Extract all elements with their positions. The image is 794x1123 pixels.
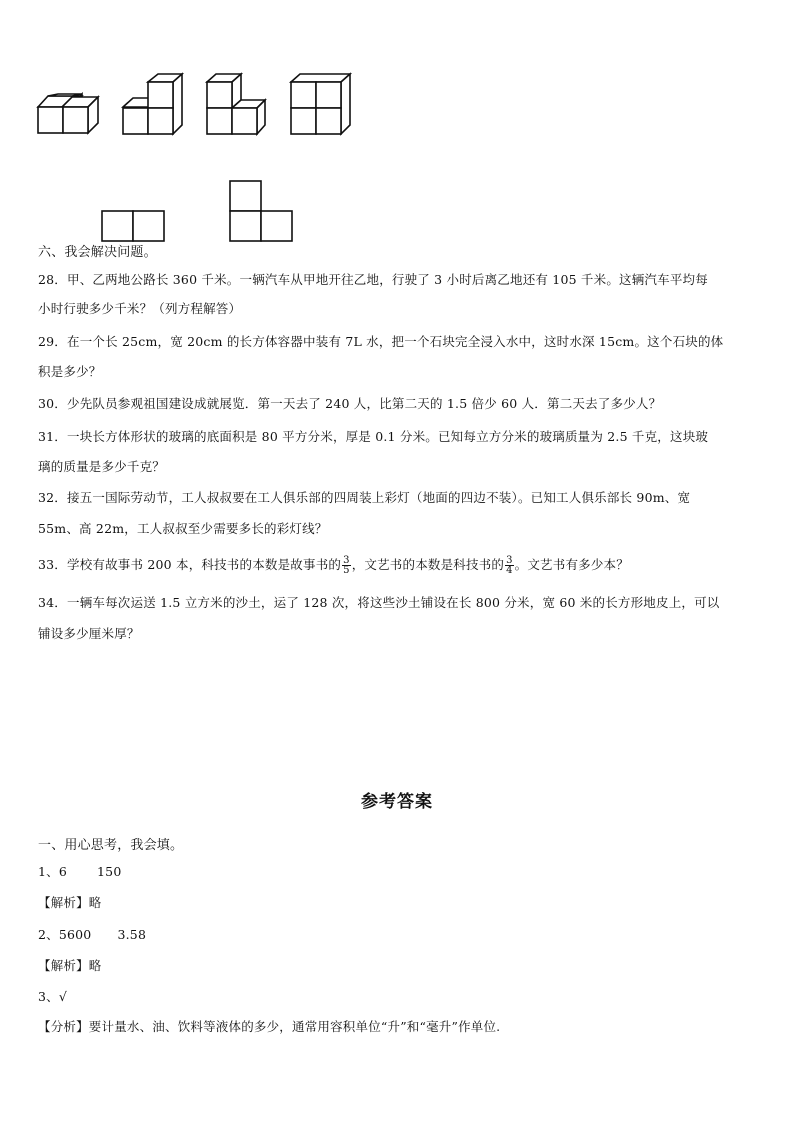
question-29-line-1: 29．在一个长 25cm，宽 20cm 的长方体容器中装有 7L 水，把一个石块完全浸入水中，这时水深 15cm。这个石块的体 bbox=[38, 334, 724, 349]
answers-section-1-heading: 一、用心思考，我会填。 bbox=[38, 838, 184, 853]
question-33-part-2: ，文艺书的本数是科技书的 bbox=[351, 557, 505, 572]
fraction-three-fourths bbox=[505, 556, 514, 575]
solid-a bbox=[38, 94, 98, 133]
fraction-numerator: 3 bbox=[506, 555, 513, 566]
question-28-line-1: 28．甲、乙两地公路长 360 千米。一辆汽车从甲地开往乙地，行驶了 3 小时后离乙地还有 105 千米。这辆汽车平均每 bbox=[38, 272, 708, 287]
solid-d bbox=[291, 74, 350, 134]
question-31-line-2: 璃的质量是多少千克？ bbox=[38, 459, 166, 474]
question-29-line-2: 积是多少？ bbox=[38, 364, 102, 379]
view-l-shape bbox=[230, 181, 292, 241]
answer-3-note: 【分析】要计量水、油、饮料等液体的多少，通常用容积单位“升”和“毫升”作单位. bbox=[38, 1019, 501, 1034]
question-32-line-2: 55m、高 22m，工人叔叔至少需要多长的彩灯线？ bbox=[38, 521, 328, 536]
answer-1 bbox=[38, 864, 121, 880]
answer-2 bbox=[38, 927, 146, 943]
question-30-line-1: 30．少先队员参观祖国建设成就展览．第一天去了 240 人，比第二天的 1.5 倍少 60 人．第二天去了多少人？ bbox=[38, 396, 662, 411]
answer-2-note: 【解析】略 bbox=[38, 958, 102, 973]
answers-title: 参考答案 bbox=[361, 792, 433, 812]
solid-b bbox=[123, 74, 182, 134]
question-28-line-2: 小时行驶多少千米？（列方程解答） bbox=[38, 301, 242, 316]
solid-c bbox=[207, 74, 265, 134]
fraction-denominator: 5 bbox=[343, 565, 350, 576]
question-33-part-3: 。文艺书有多少本？ bbox=[514, 557, 629, 572]
fraction-denominator: 4 bbox=[506, 565, 513, 576]
question-34-line-1: 34．一辆车每次运送 1.5 立方米的沙土，运了 128 次，将这些沙土铺设在长 800 分米，宽 60 米的长方形地皮上，可以 bbox=[38, 595, 720, 610]
question-33 bbox=[38, 553, 629, 577]
view-two-squares bbox=[102, 211, 164, 241]
question-32-line-1: 32．接五一国际劳动节，工人叔叔要在工人俱乐部的四周装上彩灯（地面的四边不装）。已知工人俱乐部长 90m、宽 bbox=[38, 490, 691, 505]
question-34-line-2: 铺设多少厘米厚？ bbox=[38, 626, 140, 641]
fraction-three-fifths bbox=[342, 556, 351, 575]
answer-1-note: 【解析】略 bbox=[38, 895, 102, 910]
fraction-numerator: 3 bbox=[343, 555, 350, 566]
answer-1-label: 1、6 bbox=[38, 864, 68, 879]
answer-2-label: 2、5600 bbox=[38, 927, 92, 942]
question-33-part-1: 33．学校有故事书 200 本，科技书的本数是故事书的 bbox=[38, 557, 342, 572]
question-31-line-1: 31．一块长方体形状的玻璃的底面积是 80 平方分米，厚是 0.1 分米。已知每立方分米的玻璃质量为 2.5 千克，这块玻 bbox=[38, 429, 709, 444]
answer-2-value: 3.58 bbox=[117, 927, 147, 942]
answer-1-value: 150 bbox=[97, 864, 122, 879]
section-6-heading: 六、我会解决问题。 bbox=[38, 245, 157, 260]
answer-3: 3、√ bbox=[38, 989, 68, 1004]
